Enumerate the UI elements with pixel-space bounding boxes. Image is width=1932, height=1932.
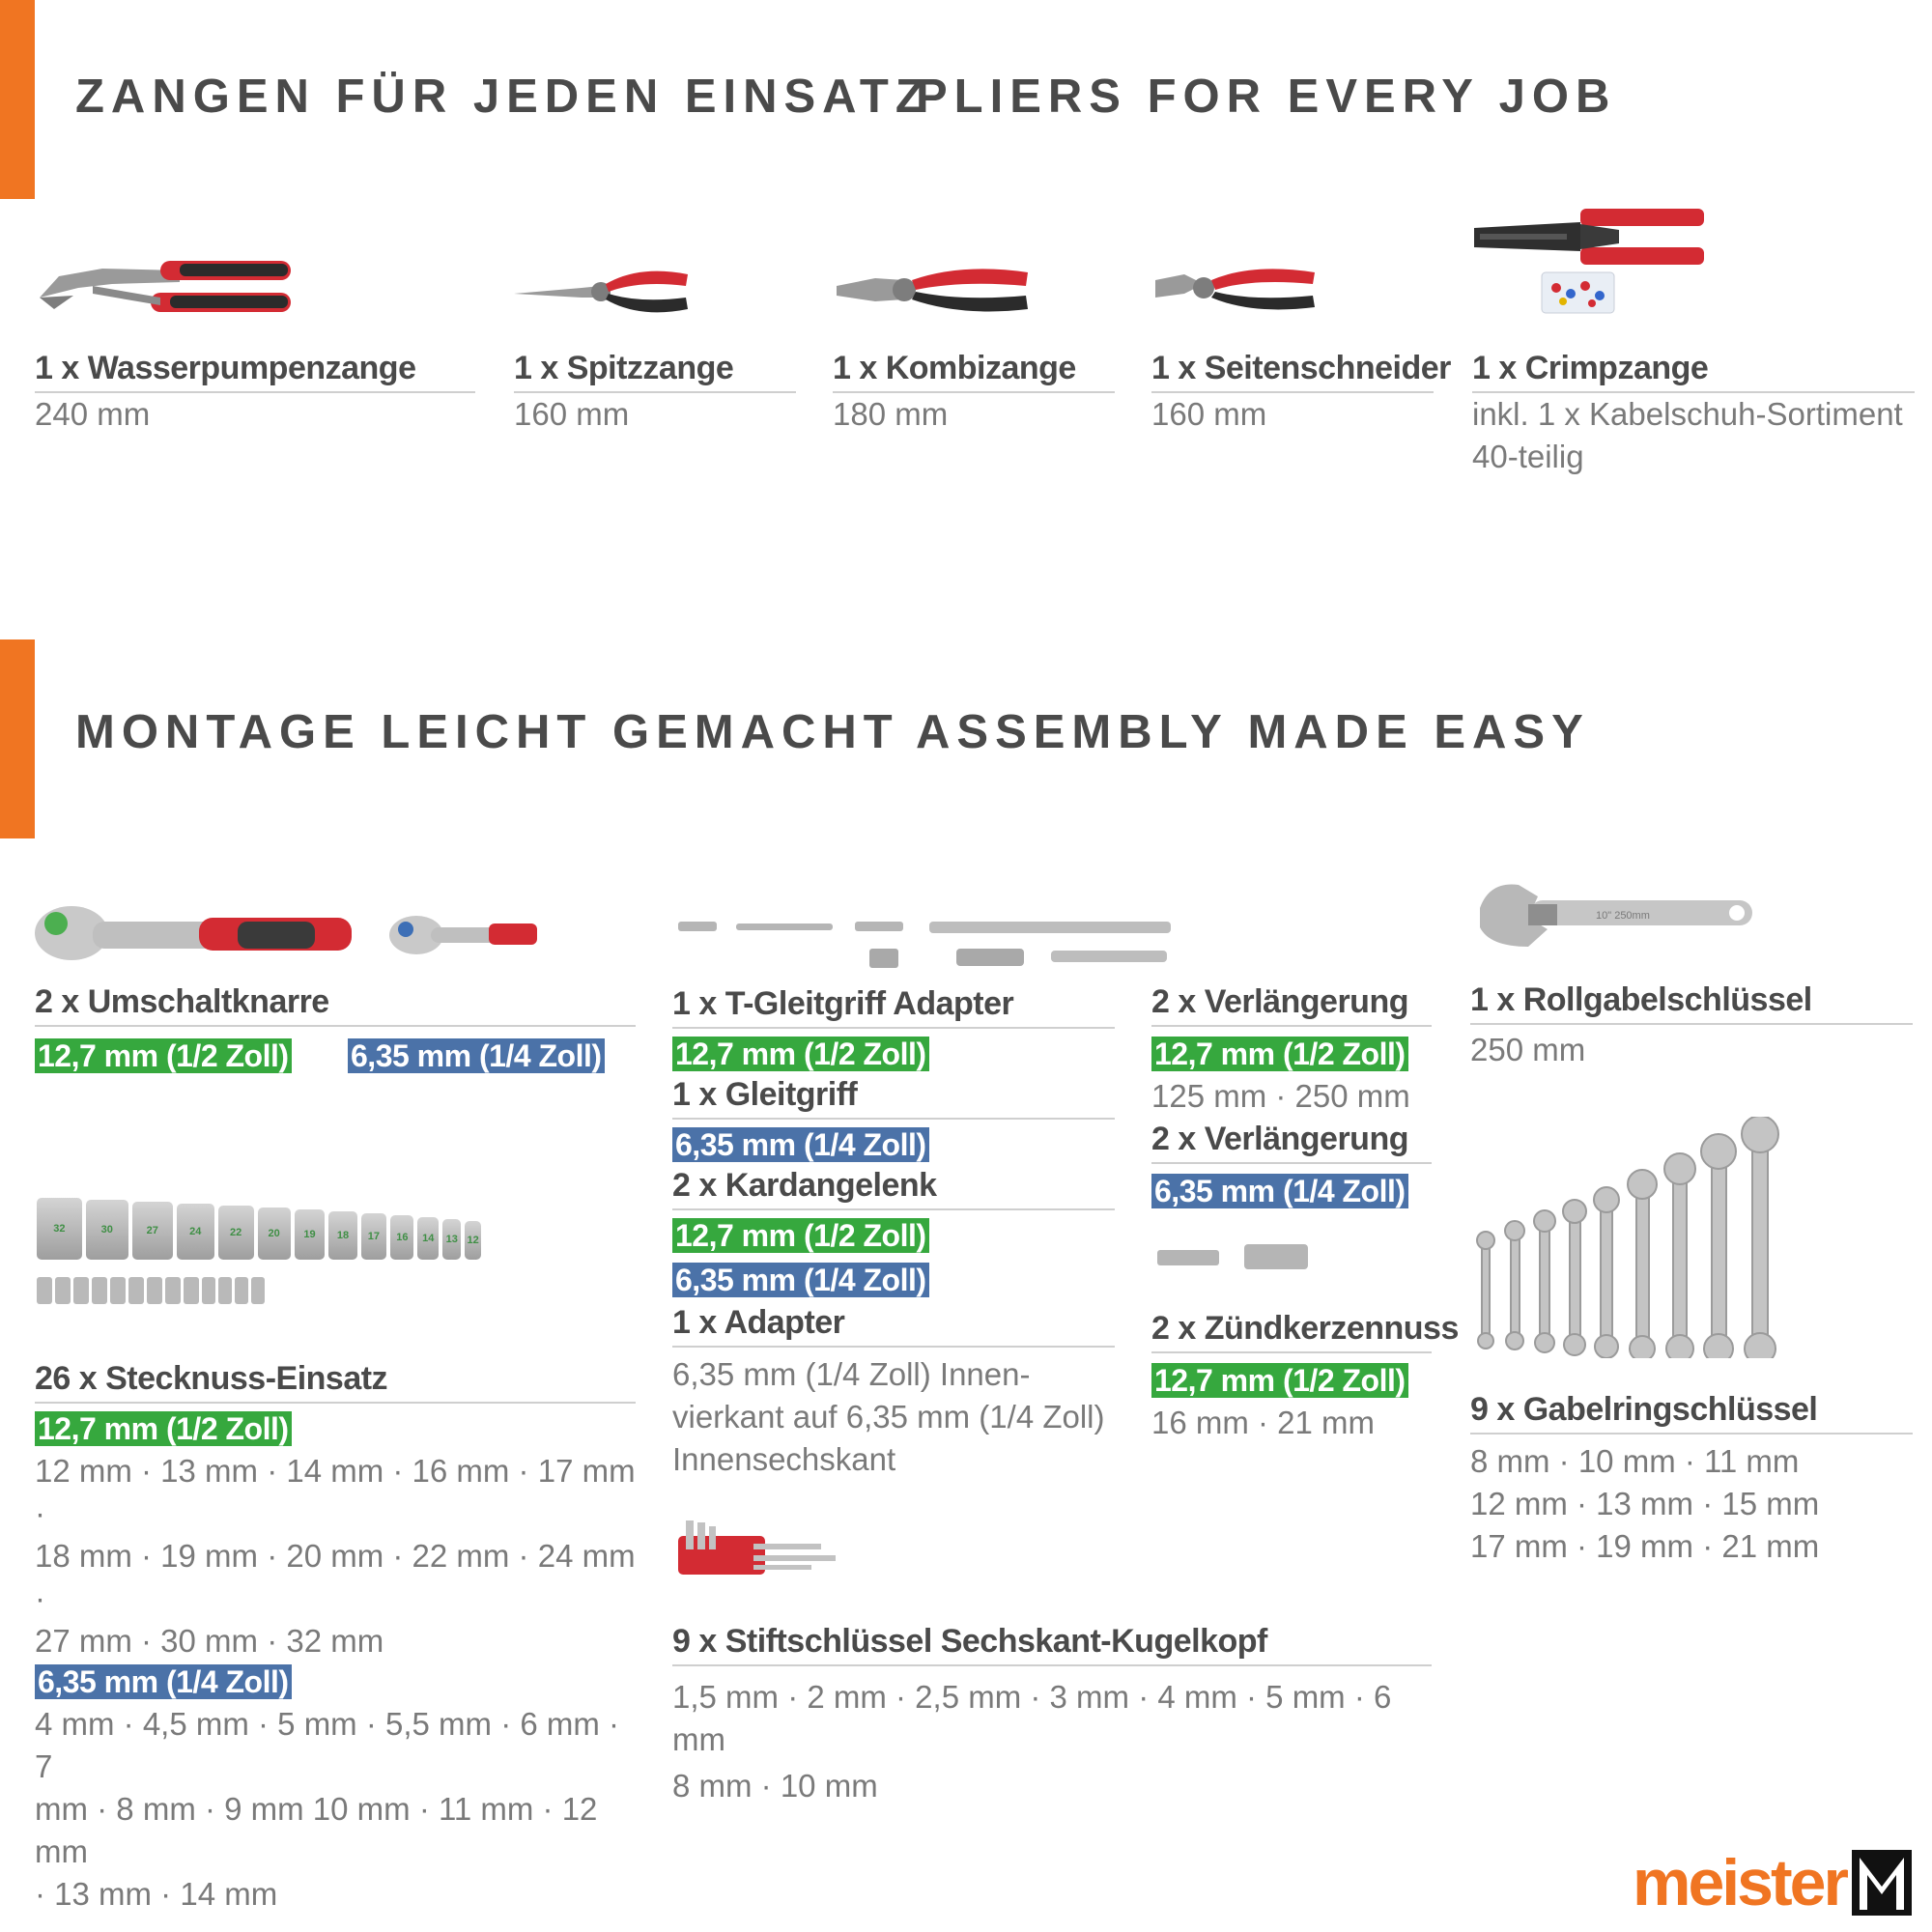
socket xyxy=(328,1211,356,1260)
socket xyxy=(295,1209,326,1260)
small-socket xyxy=(251,1277,265,1304)
socket-size-label: 18 xyxy=(336,1230,350,1241)
combination-wrenches-image xyxy=(1470,1117,1799,1358)
item-title: 1 x Wasserpumpenzange xyxy=(35,350,475,393)
badge-quarter-inch: 6,35 mm (1/4 Zoll) xyxy=(672,1263,929,1297)
badge-half-inch: 12,7 mm (1/2 Zoll) xyxy=(1151,1363,1408,1398)
wrench-engraving: 10" 250mm xyxy=(1596,910,1650,922)
socket-size-label: 20 xyxy=(268,1228,280,1239)
plier-item-combination xyxy=(833,350,1115,436)
badge-half-inch: 12,7 mm (1/2 Zoll) xyxy=(672,1037,929,1071)
small-socket xyxy=(235,1277,248,1304)
combo-line-1: 8 mm · 10 mm · 11 mm xyxy=(1470,1443,1800,1479)
item-title: 1 x Spitzzange xyxy=(514,350,796,393)
plier-item-needle-nose xyxy=(514,350,796,436)
badge-half-inch: 12,7 mm (1/2 Zoll) xyxy=(35,1411,292,1446)
socket-size-label: 14 xyxy=(422,1233,435,1244)
item-title: 1 x T-Gleitgriff Adapter xyxy=(672,985,1115,1029)
ratchets-image xyxy=(35,900,537,964)
small-socket xyxy=(92,1277,107,1304)
badge-half-inch: 12,7 mm (1/2 Zoll) xyxy=(1151,1037,1408,1071)
socket-size-label: 13 xyxy=(445,1234,458,1245)
adapter-item xyxy=(672,1304,1115,1481)
adjustable-wrench-item xyxy=(1470,981,1913,1071)
sockets-image xyxy=(37,1192,481,1308)
spark-plug-socket-item xyxy=(1151,1310,1459,1444)
socket-size-label: 17 xyxy=(367,1231,381,1242)
side-cutter-pliers-image xyxy=(1155,259,1320,323)
brand-logo xyxy=(1633,1846,1912,1919)
item-spec-line-1: inkl. 1 x Kabelschuh-Sortiment xyxy=(1472,396,1903,432)
ratchet-item xyxy=(35,983,636,1077)
socket xyxy=(442,1219,461,1260)
extension-half-item xyxy=(1151,983,1432,1118)
small-socket xyxy=(218,1277,232,1304)
hex-keys-item xyxy=(672,1623,1432,1807)
socket-row-large xyxy=(37,1192,481,1260)
item-title: 1 x Seitenschneider xyxy=(1151,350,1434,393)
needle-nose-pliers-image xyxy=(514,263,697,321)
badge-quarter-inch: 6,35 mm (1/4 Zoll) xyxy=(672,1127,929,1162)
item-spec: 240 mm xyxy=(35,396,151,432)
badge-quarter-inch: 6,35 mm (1/4 Zoll) xyxy=(1151,1174,1408,1208)
section-title-pliers-de: ZANGEN FÜR JEDEN EINSATZ xyxy=(75,71,931,123)
sockets-quarter-line-3: · 13 mm · 14 mm xyxy=(35,1876,278,1912)
adapter-line-3: Innensechskant xyxy=(672,1441,896,1477)
sockets-quarter-line-2: mm · 8 mm · 9 mm 10 mm · 11 mm · 12 mm xyxy=(35,1791,598,1869)
socket xyxy=(390,1215,413,1260)
small-socket xyxy=(110,1277,126,1304)
item-title: 2 x Zündkerzennuss xyxy=(1151,1310,1432,1353)
section-title-pliers-en: PLIERS FOR EVERY JOB xyxy=(916,71,1617,123)
brand-logo-text: meister xyxy=(1633,1846,1846,1919)
combo-line-3: 17 mm · 19 mm · 21 mm xyxy=(1470,1528,1820,1564)
accent-bar-section-2 xyxy=(0,639,35,838)
item-spec: 160 mm xyxy=(514,396,630,432)
item-title: 9 x Stiftschlüssel Sechskant-Kugelkopf xyxy=(672,1623,1432,1666)
item-title: 1 x Gleitgriff xyxy=(672,1076,1115,1120)
small-socket xyxy=(37,1277,52,1304)
accent-bar-section-1 xyxy=(0,0,35,199)
socket-size-label: 12 xyxy=(467,1235,479,1246)
item-spec: 180 mm xyxy=(833,396,949,432)
spark-plug-spec: 16 mm · 21 mm xyxy=(1151,1405,1376,1440)
ratchet-badges xyxy=(35,1038,636,1077)
small-socket xyxy=(73,1277,89,1304)
item-title: 2 x Umschaltknarre xyxy=(35,983,636,1027)
socket-size-label: 16 xyxy=(396,1232,409,1243)
badge-quarter-inch: 6,35 mm (1/4 Zoll) xyxy=(35,1664,292,1699)
small-socket xyxy=(202,1277,215,1304)
hex-line-2: 8 mm · 10 mm xyxy=(672,1768,878,1804)
item-title: 1 x Rollgabelschlüssel xyxy=(1470,981,1913,1025)
section-title-assembly-en: ASSEMBLY MADE EASY xyxy=(916,706,1590,758)
extension-quarter-item xyxy=(1151,1121,1432,1208)
small-socket xyxy=(147,1277,162,1304)
hex-keys-image xyxy=(676,1517,840,1584)
extension-half-spec: 125 mm · 250 mm xyxy=(1151,1078,1410,1114)
hex-line-1: 1,5 mm · 2 mm · 2,5 mm · 3 mm · 4 mm · 5 mm · 6 mm xyxy=(672,1679,1392,1757)
sockets-half-line-3: 27 mm · 30 mm · 32 mm xyxy=(35,1623,384,1659)
sliding-handle-item xyxy=(672,1076,1115,1162)
item-title: 2 x Verlängerung xyxy=(1151,1121,1432,1164)
small-socket xyxy=(128,1277,144,1304)
badge-half-inch: 12,7 mm (1/2 Zoll) xyxy=(35,1038,292,1073)
small-socket xyxy=(184,1277,199,1304)
small-socket xyxy=(55,1277,71,1304)
socket xyxy=(37,1198,82,1260)
adapter-line-1: 6,35 mm (1/4 Zoll) Innen- xyxy=(672,1356,1031,1392)
combination-wrenches-item xyxy=(1470,1391,1913,1568)
item-title: 2 x Verlängerung xyxy=(1151,983,1432,1027)
section-title-assembly-de: MONTAGE LEICHT GEMACHT xyxy=(75,706,899,758)
sockets-item xyxy=(35,1360,636,1916)
socket xyxy=(86,1200,128,1260)
item-title: 9 x Gabelringschlüssel xyxy=(1470,1391,1913,1435)
small-socket xyxy=(165,1277,181,1304)
socket-size-label: 19 xyxy=(303,1229,316,1240)
socket xyxy=(218,1206,254,1260)
adjustable-wrench-spec: 250 mm xyxy=(1470,1032,1586,1067)
combo-line-2: 12 mm · 13 mm · 15 mm xyxy=(1470,1486,1820,1521)
sockets-half-line-1: 12 mm · 13 mm · 14 mm · 16 mm · 17 mm · xyxy=(35,1453,636,1531)
sockets-half-line-2: 18 mm · 19 mm · 20 mm · 22 mm · 24 mm · xyxy=(35,1538,636,1616)
socket-size-label: 22 xyxy=(230,1227,242,1238)
adapter-line-2: vierkant auf 6,35 mm (1/4 Zoll) xyxy=(672,1399,1105,1435)
sockets-quarter-line-1: 4 mm · 4,5 mm · 5 mm · 5,5 mm · 6 mm · 7 xyxy=(35,1706,620,1784)
plier-item-water-pump xyxy=(35,350,475,436)
item-title: 1 x Adapter xyxy=(672,1304,1115,1348)
item-title: 26 x Stecknuss-Einsatz xyxy=(35,1360,636,1404)
socket xyxy=(417,1217,439,1260)
item-title: 2 x Kardangelenk xyxy=(672,1167,1115,1210)
spark-plug-sockets-image xyxy=(1155,1240,1310,1279)
universal-joint-item xyxy=(672,1167,1115,1297)
item-title: 1 x Crimpzange xyxy=(1472,350,1915,393)
brand-logo-mark-icon xyxy=(1852,1850,1912,1916)
socket xyxy=(258,1208,291,1260)
socket xyxy=(465,1221,481,1260)
socket xyxy=(361,1213,387,1260)
badge-quarter-inch: 6,35 mm (1/4 Zoll) xyxy=(348,1038,605,1073)
item-spec: 160 mm xyxy=(1151,396,1267,432)
socket xyxy=(177,1204,214,1260)
socket-size-label: 27 xyxy=(146,1225,158,1236)
extensions-adapters-image xyxy=(676,916,1179,974)
item-title: 1 x Kombizange xyxy=(833,350,1115,393)
water-pump-pliers-image xyxy=(35,249,296,327)
socket-size-label: 32 xyxy=(53,1223,66,1235)
badge-half-inch: 12,7 mm (1/2 Zoll) xyxy=(672,1218,929,1253)
crimping-pliers-image xyxy=(1474,205,1706,321)
socket-row-small xyxy=(37,1277,481,1304)
socket-size-label: 24 xyxy=(189,1226,202,1237)
plier-item-side-cutter xyxy=(1151,350,1451,436)
tbar-adapter-item xyxy=(672,985,1115,1071)
item-spec-line-2: 40-teilig xyxy=(1472,439,1584,474)
socket-size-label: 30 xyxy=(100,1224,113,1236)
combination-pliers-image xyxy=(837,259,1030,323)
adjustable-wrench-image xyxy=(1470,879,1760,966)
socket xyxy=(132,1202,173,1260)
plier-item-crimping xyxy=(1472,350,1915,478)
